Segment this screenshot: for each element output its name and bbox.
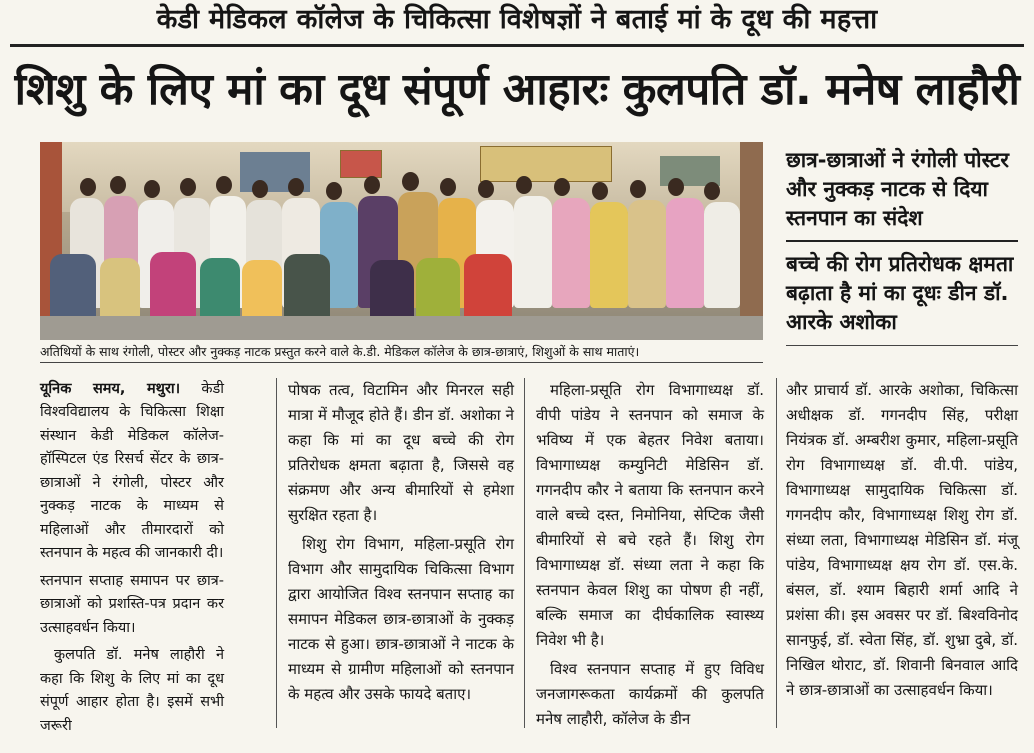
paragraph: स्तनपान सप्ताह समापन पर छात्र-छात्राओं को प्रशस्ति-पत्र प्रदान कर उत्साहवर्धन किया। [40, 572, 224, 636]
top-rule [10, 44, 1024, 47]
article-column-2 [288, 378, 514, 711]
subheadline-bottom-rule [786, 345, 1018, 346]
paragraph: महिला-प्रसूति रोग विभागाध्यक्ष डॉ. वीपी पांडेय ने स्तनपान को समाज के भविष्य में एक बेहतर निवेश बताया। विभागाध्यक्ष कम्युनिटी मेडिसिन डॉ. गगनदीप कौर ने बताया कि स्तनपान करने वाले बच्चे दस्त, निमोनिया, सेप्टिक जैसी बीमारियों से बचे रहते हैं। शिशु रोग विभागाध्यक्ष डॉ. संध्या लता ने कहा कि स्तनपान केवल शिशु का पोषण ही नहीं, बल्कि समाज का दीर्घकालिक स्वास्थ्य निवेश भी है। [536, 381, 764, 649]
subheadline-rangoli: छात्र-छात्राओं ने रंगोली पोस्टर और नुक्कड़ नाटक से दिया स्तनपान का संदेश [786, 148, 1009, 230]
kicker-headline: केडी मेडिकल कॉलेज के चिकित्सा विशेषज्ञों ने बताई मां के दूध की महत्ता [156, 4, 878, 35]
photo-caption: अतिथियों के साथ रंगोली, पोस्टर और नुक्कड़ नाटक प्रस्तुत करने वाले के.डी. मेडिकल कॉलेज के छात्र-छात्राएं, शिशुओं के साथ माताएं। [40, 344, 640, 359]
column-divider [776, 378, 777, 728]
paragraph: शिशु रोग विभाग, महिला-प्रसूति रोग विभाग और सामुदायिक चिकित्सा विभाग द्वारा आयोजित विश्व स्तनपान सप्ताह का समापन मेडिकल छात्र-छात्राओं के नुक्कड़ नाटक से हुआ। छात्र-छात्राओं ने नाटक के माध्यम से ग्रामीण महिलाओं को स्तनपान के महत्व और उसके फायदे बताए। [288, 535, 514, 703]
paragraph: पोषक तत्व, विटामिन और मिनरल सही मात्रा में मौजूद होते हैं। डीन डॉ. अशोका ने कहा कि मां का दूध बच्चे की रोग प्रतिरोधक क्षमता बढ़ाता है, जिससे वह संक्रमण और अन्य बीमारियों से हमेशा सुरक्षित रहता है। [288, 381, 514, 524]
subheadline-divider [786, 240, 1018, 242]
paragraph: कुलपति डॉ. मनेष लाहौरी ने कहा कि शिशु के लिए मां का दूध संपूर्ण आहार होता है। इसमें सभी जरूरी [40, 647, 224, 734]
article-column-4 [786, 378, 1018, 707]
subheadline-immunity: बच्चे की रोग प्रतिरोधक क्षमता बढ़ाता है मां का दूधः डीन डॉ. आरके अशोका [786, 252, 1014, 334]
dateline: यूनिक समय, मथुरा। [40, 381, 181, 397]
article-column-1 [40, 378, 224, 742]
paragraph: विश्व स्तनपान सप्ताह में हुए विविध जनजागरूकता कार्यक्रमों की कुलपति मनेष लाहौरी, कॉलेज के डीन [536, 660, 764, 728]
paragraph: और प्राचार्य डॉ. आरके अशोका, चिकित्सा अधीक्षक डॉ. गगनदीप सिंह, परीक्षा नियंत्रक डॉ. अम्बरीश कुमार, महिला-प्रसूति रोग विभागाध्यक्ष डॉ. वी.पी. पांडेय, विभागाध्यक्ष सामुदायिक चिकित्सा डॉ. गगनदीप कौर, विभागाध्यक्ष शिशु रोग डॉ. संध्या लता, विभागाध्यक्ष मेडिसिन डॉ. मंजू पांडेय, विभागाध्यक्ष क्षय रोग डॉ. एस.के. बंसल, डॉ. श्याम बिहारी शर्मा आदि ने प्रशंसा की। इस अवसर पर डॉ. बिश्वविनोद सानफुई, डॉ. स्वेता सिंह, डॉ. शुभ्रा दुबे, डॉ. निखिल थोराट, डॉ. शिवानी बिनवाल आदि ने छात्र-छात्राओं का उत्साहवर्धन किया। [786, 381, 1018, 699]
article-column-3 [536, 378, 764, 736]
main-headline: शिशु के लिए मां का दूध संपूर्ण आहारः कुलपति डॉ. मनेष लाहौरी [14, 64, 1020, 115]
paragraph: केडी विश्वविद्यालय के चिकित्सा शिक्षा संस्थान केडी मेडिकल कॉलेज-हॉस्पिटल एंड रिसर्च सेंटर के छात्र-छात्राओं ने रंगोली, पोस्टर और नुक्कड़ नाटक के माध्यम से महिलाओं और तीमारदारों को स्तनपान के महत्व की जानकारी दी। [40, 381, 224, 562]
caption-rule [40, 362, 763, 363]
column-divider [524, 378, 525, 728]
column-divider [276, 378, 277, 728]
group-photo [40, 142, 763, 340]
